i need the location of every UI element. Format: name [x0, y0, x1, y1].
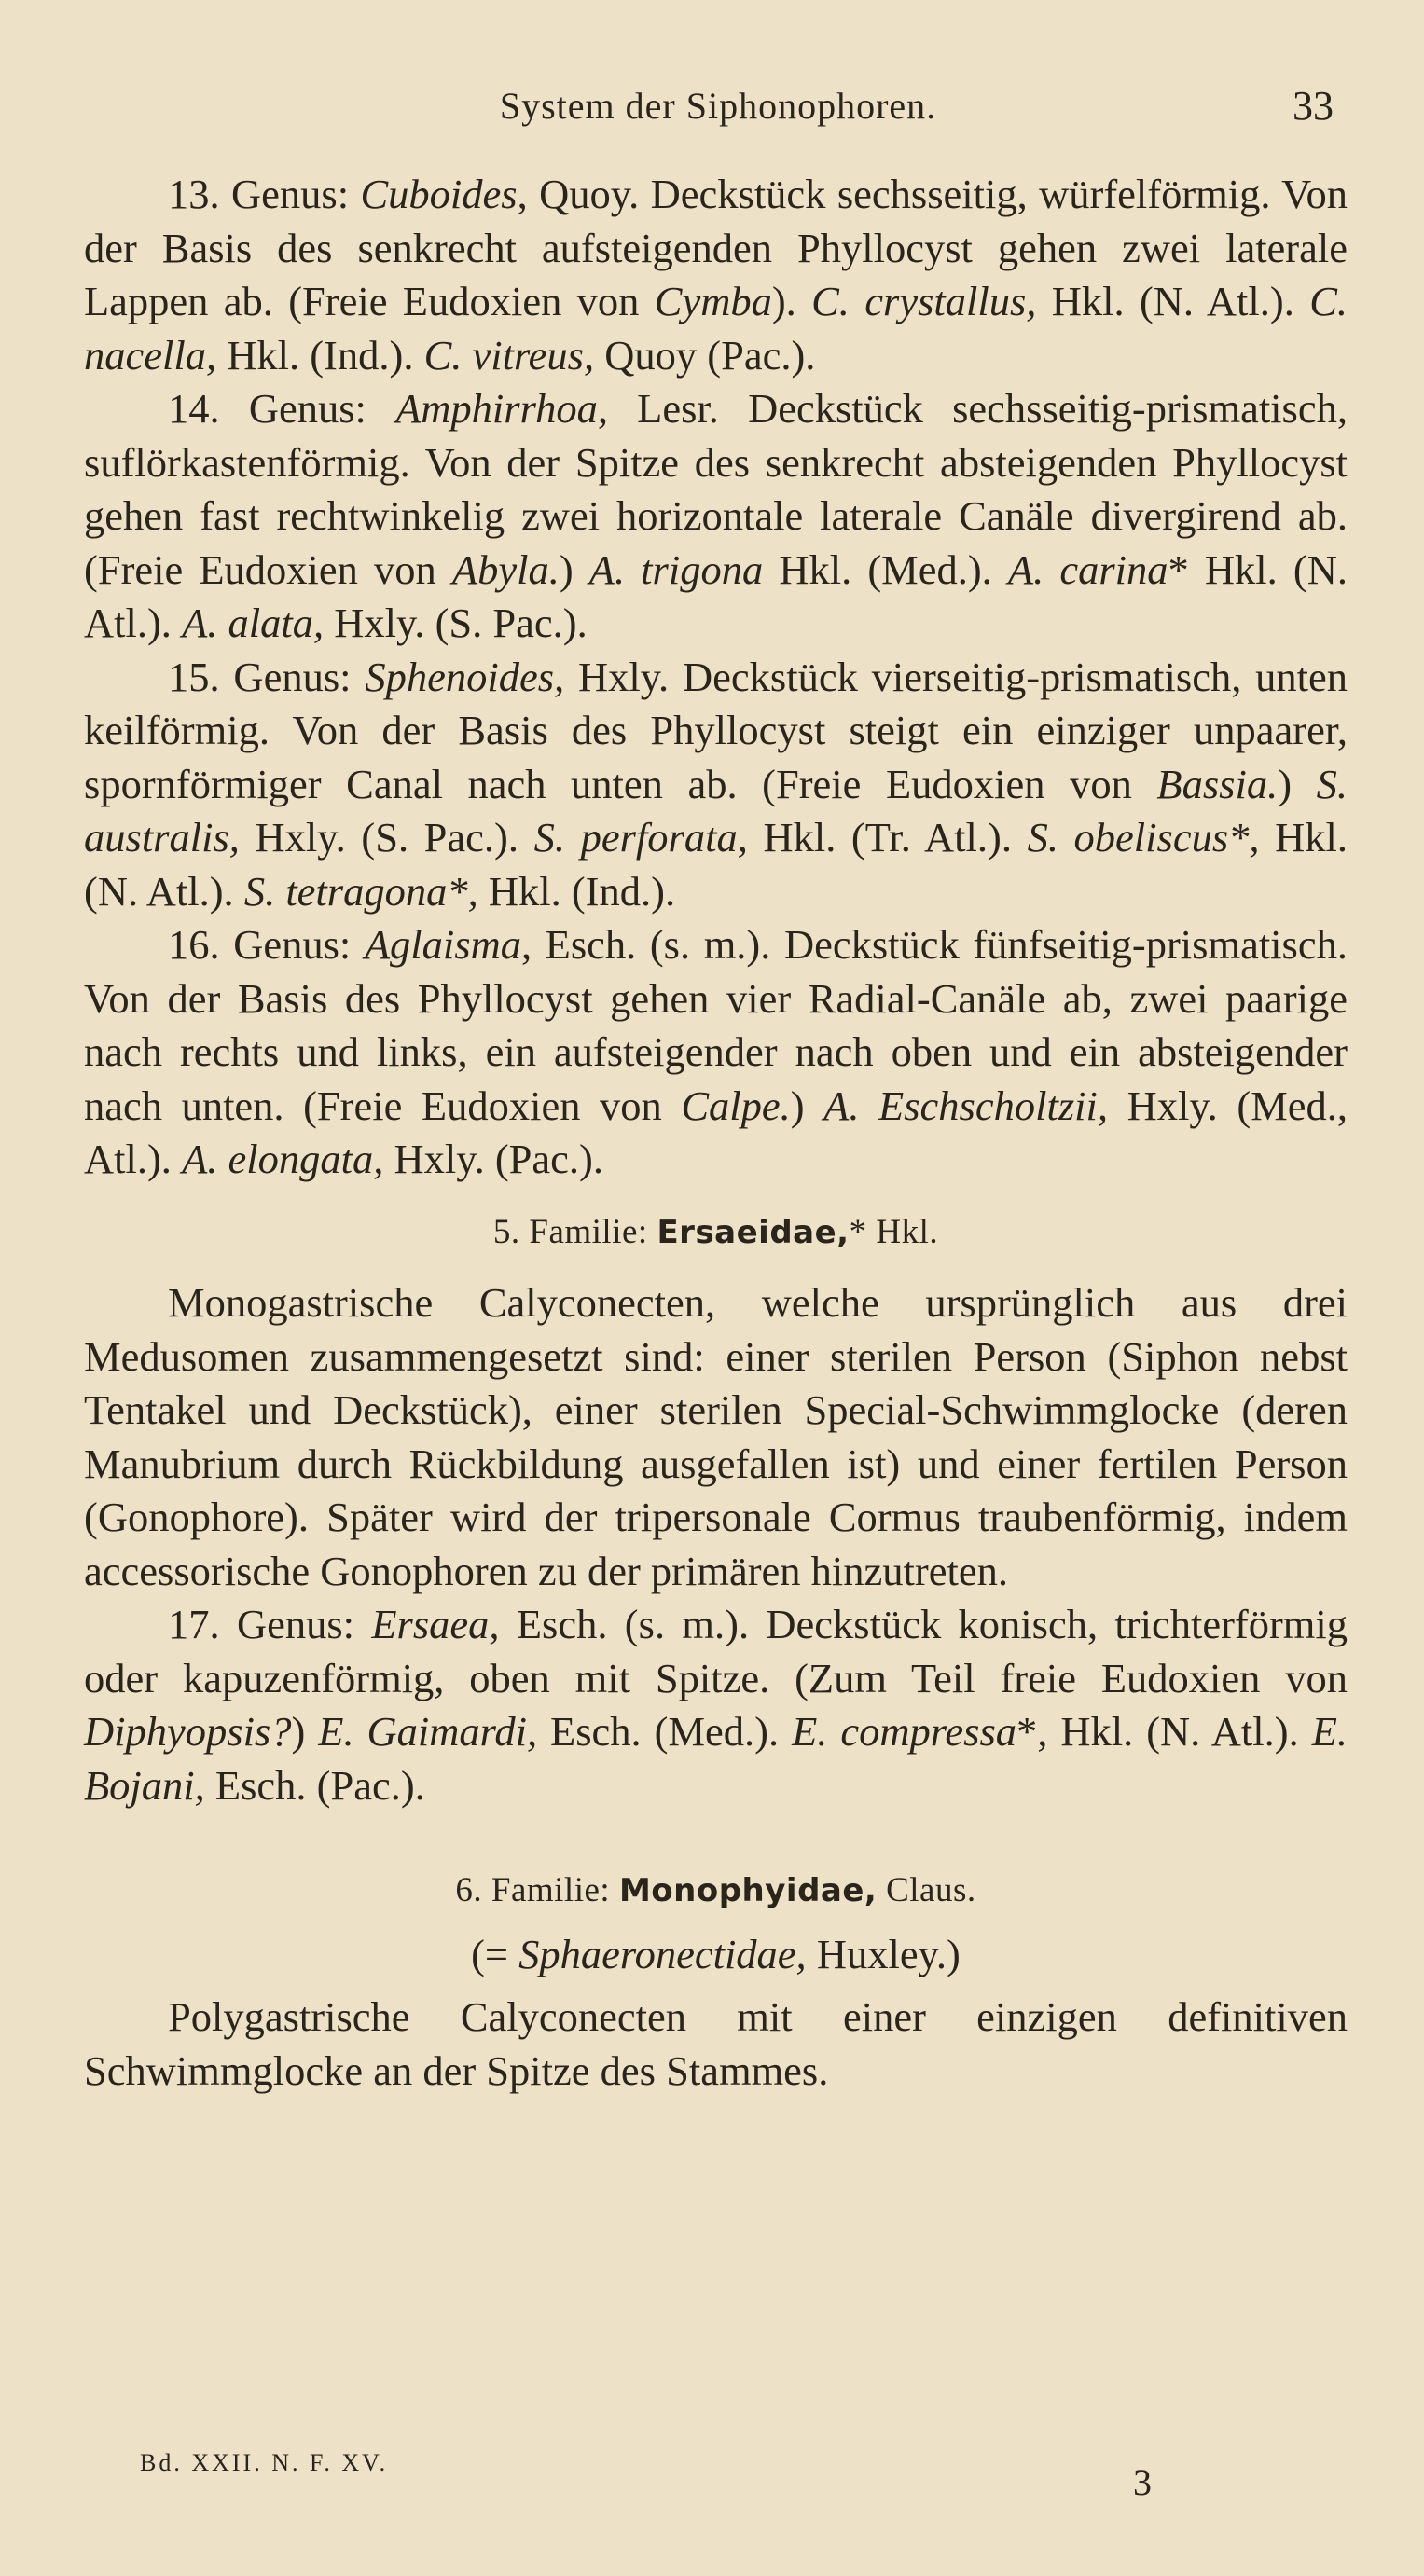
- text: Hxly. (S. Pac.).: [239, 814, 534, 861]
- family-author: * Hkl.: [849, 1212, 939, 1251]
- volume-note: Bd. XXII. N. F. XV.: [140, 2449, 389, 2476]
- family-name: Ersaeidae,: [657, 1213, 850, 1251]
- family-number: 6. Familie:: [455, 1871, 619, 1909]
- genus-heading: 17. Genus:: [168, 1601, 372, 1647]
- species-name: A. trigona: [588, 545, 764, 593]
- genus-14-paragraph: [84, 382, 1348, 651]
- text: Esch. (s. m.). Deckstück konisch, trichterförmig oder kapuzenförmig, oben mit Spitze. (Zum Teil freie Eudoxien von: [84, 1601, 1348, 1701]
- text: ): [1278, 760, 1317, 807]
- taxon-name: Bassia.: [1156, 760, 1279, 807]
- taxon-name: Calpe.: [681, 1081, 791, 1129]
- genus-heading: 15. Genus:: [168, 653, 366, 700]
- species-name: A. carina: [1007, 545, 1168, 593]
- species-name: C. crystallus,: [811, 278, 1037, 324]
- species-name: S. obeliscus*,: [1027, 814, 1260, 861]
- family-5-heading: [84, 1205, 1348, 1260]
- species-name: S. perforata,: [533, 814, 748, 861]
- genus-name: Sphenoides,: [365, 653, 565, 700]
- genus-name: Cuboides: [360, 171, 518, 217]
- species-name: C. vitreus,: [423, 331, 595, 379]
- page-body: [84, 168, 1348, 2098]
- text: ): [559, 545, 589, 593]
- species-name: E. Gaimardi,: [318, 1708, 538, 1755]
- text: , Quoy. Deckstück sechsseitig, würfelförmig. Von der Basis des senkrecht aufsteigenden Phyllocyst gehen zwei laterale Lappen ab. (Freie Eudoxien von: [84, 171, 1348, 324]
- synonym-name: Sphaeronectidae,: [518, 1930, 807, 1977]
- text: Hxly. (S. Pac.).: [324, 599, 588, 646]
- family-6-description: Polygastrische Calyconecten mit einer einzigen definitiven Schwimmglocke an der Spitze des Stammes.: [84, 1993, 1348, 2094]
- species-name: E. compressa: [792, 1708, 1017, 1755]
- genus-16-paragraph: [84, 918, 1348, 1187]
- genus-13-paragraph: [84, 168, 1348, 382]
- text: Hkl. (N. Atl.).: [1036, 278, 1310, 324]
- text: , Esch. (s. m.). Deckstück fünfseitig-prismatisch. Von der Basis des Phyllocyst gehen vier Radial-Canäle ab, zwei paarige nach rechts und links, ein aufsteigender nach oben und ein absteigender nach unten. (Freie Eudoxien von: [84, 921, 1348, 1129]
- family-6-heading: [84, 1864, 1348, 1919]
- text: Hkl. (N. Atl.).: [84, 814, 1348, 915]
- genus-heading: 13. Genus:: [168, 171, 361, 217]
- genus-name: Aglaisma: [364, 921, 521, 968]
- text: Hkl. (Ind.).: [477, 867, 676, 915]
- taxon-name: Abyla.: [451, 545, 560, 593]
- page-number: 33: [1293, 83, 1334, 129]
- species-name: A. Eschscholtzii,: [823, 1081, 1109, 1129]
- species-name: S. australis,: [84, 760, 1348, 861]
- text: Esch. (Med.).: [537, 1708, 793, 1755]
- text: Huxley.): [806, 1930, 961, 1977]
- family-number: 5. Familie:: [492, 1212, 657, 1251]
- genus-heading: 16. Genus:: [168, 921, 365, 968]
- genus-name: Amphirrhoa: [395, 385, 598, 432]
- taxon-name: Cymba: [654, 278, 772, 324]
- genus-15-paragraph: [84, 651, 1348, 919]
- text: Quoy (Pac.).: [594, 331, 816, 379]
- text: ): [291, 1708, 319, 1755]
- species-name: E. Bojani,: [84, 1708, 1348, 1809]
- text: Hkl. (Ind.).: [216, 331, 424, 379]
- text: *, Hkl. (N. Atl.).: [1016, 1708, 1312, 1755]
- running-title: System der Siphonophoren.: [499, 85, 937, 127]
- text: Hxly. (Pac.).: [383, 1136, 603, 1182]
- text: Hxly. (Med., Atl.).: [84, 1081, 1348, 1182]
- species-name: S. tetragona*,: [243, 867, 478, 915]
- genus-name: Ersaea,: [371, 1601, 500, 1647]
- taxon-name: Diphyopsis?: [84, 1708, 292, 1755]
- text: (=: [471, 1930, 519, 1977]
- family-author: Claus.: [877, 1871, 976, 1909]
- text: Hkl. (Med.).: [763, 545, 1008, 593]
- species-name: A. alata,: [182, 599, 325, 646]
- family-6-synonym: [84, 1928, 1348, 1982]
- page-footer: [140, 2449, 1152, 2503]
- genus-17-paragraph: [84, 1598, 1348, 1812]
- family-name: Monophyidae,: [618, 1872, 878, 1909]
- species-name: A. elongata,: [182, 1136, 384, 1182]
- family-5-description: Monogastrische Calyconecten, welche ursprünglich aus drei Medusomen zusammengesetzt sind: einer sterilen Person (Siphon nebst Tentakel und Deckstück), einer sterilen Special-Schwimmglocke (deren Manubrium durch Rückbildung ausgefallen ist) und einer fertilen Person (Gonophore). Später wird der tripersonale Cormus traubenförmig, indem accessorische Gonophoren zu der primären hinzutreten.: [84, 1279, 1348, 1594]
- running-header: [84, 73, 1352, 129]
- text: Esch. (Pac.).: [204, 1761, 425, 1809]
- signature-mark: 3: [1133, 2461, 1152, 2503]
- genus-heading: 14. Genus:: [168, 385, 396, 432]
- text: Hxly. Deckstück vierseitig-prismatisch, unten keilförmig. Von der Basis des Phyllocyst steigt ein einziger unpaarer, spornförmiger Canal nach unten ab. (Freie Eudoxien von: [84, 653, 1348, 807]
- text: ): [790, 1081, 824, 1129]
- text: ).: [771, 278, 812, 324]
- text: , Lesr. Deckstück sechsseitig-prismatisch, suflörkastenförmig. Von der Spitze des senkrecht absteigenden Phyllocyst gehen fast rechtwinkelig zwei horizontale laterale Canäle divergirend ab. (Freie Eudoxien von: [84, 385, 1348, 593]
- text: Hkl. (Tr. Atl.).: [747, 814, 1028, 861]
- species-name: C. nacella,: [84, 278, 1348, 379]
- text: * Hkl. (N. Atl.).: [84, 545, 1348, 646]
